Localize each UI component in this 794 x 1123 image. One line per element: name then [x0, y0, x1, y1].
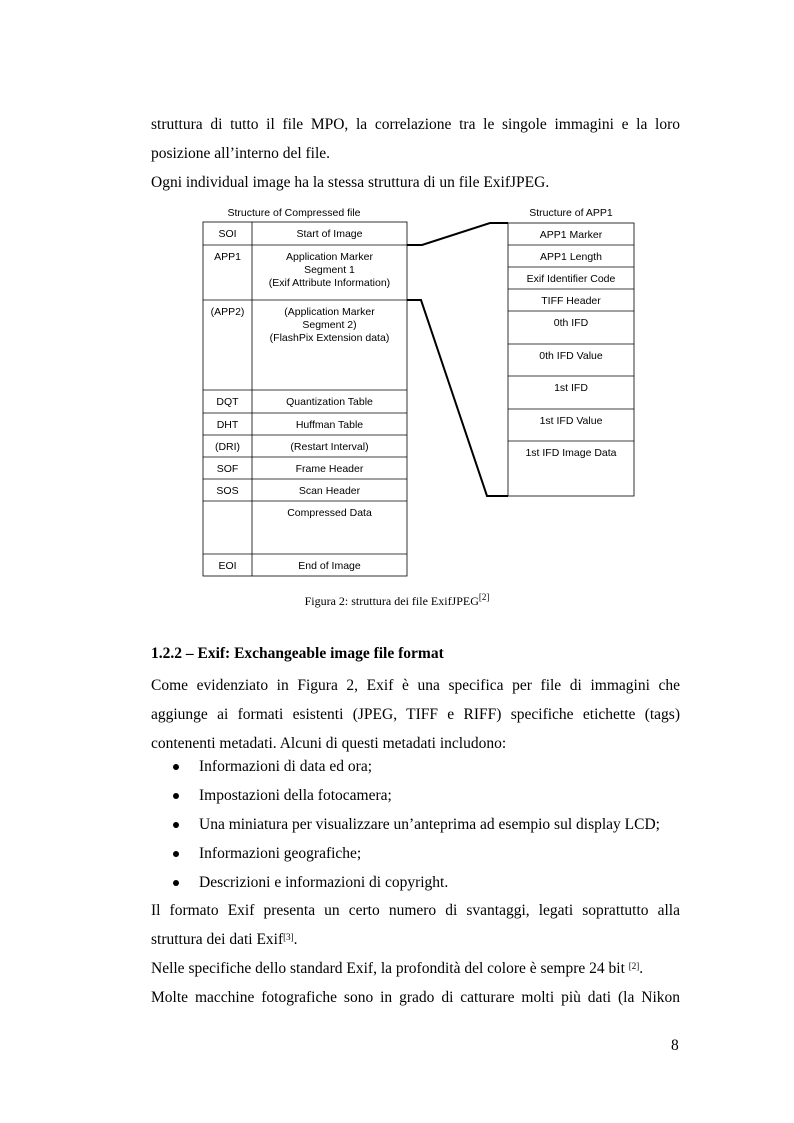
left-table-code: SOF — [216, 463, 239, 475]
left-table-code: APP1 — [214, 251, 241, 263]
app1-structure-table — [508, 207, 634, 496]
left-table-code: DQT — [216, 396, 239, 408]
left-table-code: EOI — [218, 560, 237, 572]
left-table-desc: Segment 1 — [304, 264, 355, 276]
intro-line-1: struttura di tutto il file MPO, la correlazione tra le singole immagini e la loro — [151, 116, 680, 133]
intro-line-2: posizione all’interno del file. — [151, 145, 331, 162]
bullet-item: Impostazioni della fotocamera; — [151, 781, 680, 810]
section-p2-line-2: struttura dei dati Exif[3]. — [151, 931, 298, 948]
left-table-desc: (Exif Attribute Information) — [268, 277, 391, 289]
left-table-code: SOI — [218, 228, 237, 240]
left-table-desc: Quantization Table — [286, 396, 373, 408]
left-table-code: (DRI) — [214, 441, 241, 453]
bullet-item: Informazioni di data ed ora; — [151, 752, 680, 781]
section-p1-line-1: Come evidenziato in Figura 2, Exif è una specifica per file di immagini che — [151, 677, 680, 694]
left-table-desc: Start of Image — [296, 228, 363, 240]
right-table-cell: 0th IFD Value — [539, 350, 603, 362]
left-table-desc: (FlashPix Extension data) — [269, 332, 390, 344]
metadata-bullet-list — [151, 752, 680, 897]
left-table-desc: End of Image — [298, 560, 361, 572]
right-table-cell: Exif Identifier Code — [526, 273, 616, 285]
bullet-dot-icon — [173, 822, 179, 828]
left-table-desc: Compressed Data — [287, 507, 372, 519]
bullet-dot-icon — [173, 793, 179, 799]
right-table-cell: 0th IFD — [553, 317, 589, 329]
left-table-title: Structure of Compressed file — [227, 207, 361, 219]
left-table-desc: Frame Header — [295, 463, 364, 475]
section-heading: 1.2.2 – Exif: Exchangeable image file format — [151, 645, 444, 662]
bullet-dot-icon — [173, 851, 179, 857]
left-table-desc: Huffman Table — [295, 419, 364, 431]
left-table-desc: (Restart Interval) — [290, 441, 369, 453]
right-table-cell: APP1 Marker — [539, 229, 603, 241]
page-number: 8 — [671, 1037, 679, 1054]
right-table-cell: 1st IFD Image Data — [525, 447, 617, 459]
bullet-dot-icon — [173, 880, 179, 886]
intro-line-3: Ogni individual image ha la stessa struttura di un file ExifJPEG. — [151, 174, 550, 191]
left-table-desc: Segment 2) — [302, 319, 357, 331]
section-p1-line-3: contenenti metadati. Alcuni di questi metadati includono: — [151, 735, 507, 752]
bullet-item: Una miniatura per visualizzare un’anteprima ad esempio sul display LCD; — [151, 810, 680, 839]
section-p1-line-2: aggiunge ai formati esistenti (JPEG, TIFF e RIFF) specifiche etichette (tags) — [151, 706, 680, 723]
connector-bottom — [407, 300, 508, 496]
left-table-desc: (Application Marker — [284, 306, 375, 318]
connector-top — [407, 223, 508, 245]
diagram-connectors — [407, 223, 508, 496]
right-table-cell: 1st IFD — [554, 382, 588, 394]
section-p2-line-1: Il formato Exif presenta un certo numero di svantaggi, legati soprattutto alla — [151, 902, 680, 919]
section-p3-line-1: Nelle specifiche dello standard Exif, la profondità del colore è sempre 24 bit [2]. — [151, 960, 644, 977]
right-table-cell: TIFF Header — [541, 295, 601, 307]
figure-caption: Figura 2: struttura dei file ExifJPEG[2] — [304, 592, 490, 608]
bullet-dot-icon — [173, 764, 179, 770]
right-table-cell: APP1 Length — [540, 251, 602, 263]
bullet-item: Descrizioni e informazioni di copyright. — [151, 868, 680, 897]
bullet-item: Informazioni geografiche; — [151, 839, 680, 868]
section-p4-line-1: Molte macchine fotografiche sono in grado di catturare molti più dati (la Nikon — [151, 989, 680, 1006]
left-table-code: (APP2) — [210, 306, 245, 318]
compressed-file-table — [203, 207, 407, 576]
left-table-code: SOS — [216, 485, 239, 497]
left-table-desc: Application Marker — [286, 251, 373, 263]
left-table-desc: Scan Header — [298, 485, 361, 497]
right-table-title: Structure of APP1 — [529, 207, 613, 219]
right-table-cell: 1st IFD Value — [539, 415, 603, 427]
left-table-code: DHT — [216, 419, 239, 431]
